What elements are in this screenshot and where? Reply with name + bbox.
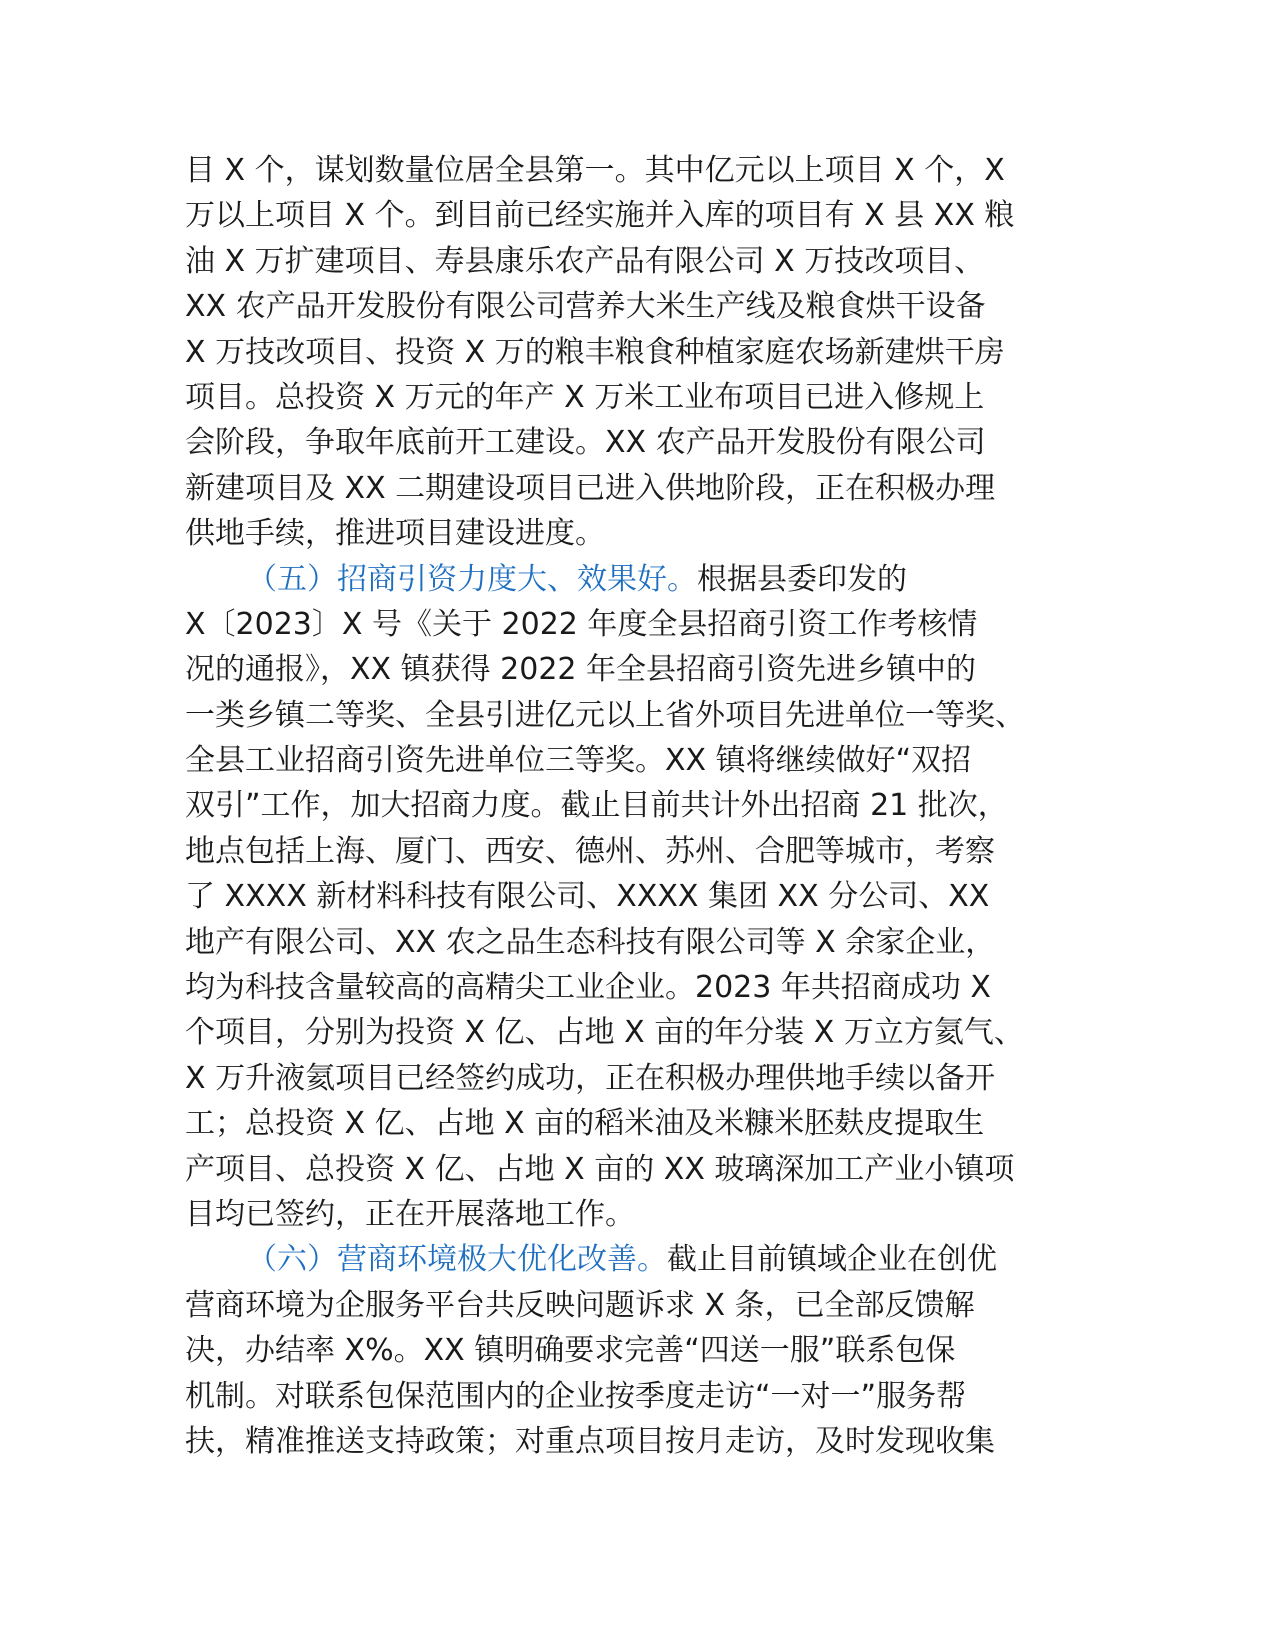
section-6-line: 扶，精准推送支持政策；对重点项目按月走访，及时发现收集: [185, 1423, 995, 1459]
section-5-line: 了 XXXX 新材料科技有限公司、XXXX 集团 XX 分公司、XX: [185, 879, 990, 915]
section-5-line: 地点包括上海、厦门、西安、德州、苏州、合肥等城市，考察: [185, 833, 995, 869]
section-5-first-line: [185, 557, 1115, 602]
section-5-line: 均为科技含量较高的高精尖工业企业。2023 年共招商成功 X: [185, 970, 991, 1006]
section-5-line: 全县工业招商引资先进单位三等奖。XX 镇将继续做好“双招: [185, 743, 972, 779]
paragraph-line: XX 农产品开发股份有限公司营养大米生产线及粮食烘干设备: [185, 289, 986, 325]
paragraph-line: 新建项目及 XX 二期建设项目已进入供地阶段，正在积极办理: [185, 470, 996, 506]
paragraph-line: 会阶段，争取年底前开工建设。XX 农产品开发股份有限公司: [185, 425, 986, 461]
paragraph-line: 项目。总投资 X 万元的年产 X 万米工业布项目已进入修规上: [185, 379, 985, 415]
section-6-first-line: [185, 1237, 1115, 1282]
section-5-line: X 万升液氦项目已经签约成功，正在积极办理供地手续以备开: [185, 1060, 996, 1096]
section-5-first-line-text: 根据县委印发的: [697, 561, 907, 597]
section-6-line: 营商环境为企服务平台共反映问题诉求 X 条，已全部反馈解: [185, 1287, 975, 1323]
section-5-line: 况的通报》，XX 镇获得 2022 年全县招商引资先进乡镇中的: [185, 652, 977, 688]
document-body: [185, 148, 1115, 1464]
paragraph-line: 目 X 个，谋划数量位居全县第一。其中亿元以上项目 X 个，X: [185, 153, 1005, 188]
section-6-line: 机制。对联系包保范围内的企业按季度走访“一对一”服务帮: [185, 1378, 967, 1414]
section-5-line: 一类乡镇二等奖、全县引进亿元以上省外项目先进单位一等奖、: [185, 697, 1025, 733]
section-5-line: 目均已签约，正在开展落地工作。: [185, 1196, 635, 1232]
section-5-line: 个项目，分别为投资 X 亿、占地 X 亩的年分装 X 万立方氦气、: [185, 1015, 1024, 1051]
paragraph-line: 万以上项目 X 个。到目前已经实施并入库的项目有 X 县 XX 粮: [185, 198, 1015, 234]
section-5-line: X〔2023〕X 号《关于 2022 年度全县招商引资工作考核情: [185, 606, 978, 642]
section-6-first-line-text: 截止目前镇域企业在创优: [667, 1242, 997, 1278]
paragraph-line: X 万技改项目、投资 X 万的粮丰粮食种植家庭农场新建烘干房: [185, 334, 1005, 370]
section-6-heading: （六）营商环境极大优化改善。: [247, 1242, 667, 1278]
section-5-line: 工；总投资 X 亿、占地 X 亩的稻米油及米糠米胚麸皮提取生: [185, 1106, 985, 1142]
paragraph-line: 供地手续，推进项目建设进度。: [185, 516, 605, 552]
section-5-heading: （五）招商引资力度大、效果好。: [247, 561, 697, 597]
section-5-line: 产项目、总投资 X 亿、占地 X 亩的 XX 玻璃深加工产业小镇项: [185, 1151, 1015, 1187]
section-6-line: 决，办结率 X%。XX 镇明确要求完善“四送一服”联系包保: [185, 1333, 956, 1369]
section-5-line: 地产有限公司、XX 农之品生态科技有限公司等 X 余家企业，: [185, 924, 996, 960]
section-5-line: 双引”工作，加大招商力度。截止目前共计外出招商 21 批次，: [185, 788, 1008, 824]
paragraph-line: 油 X 万扩建项目、寿县康乐农产品有限公司 X 万技改项目、: [185, 243, 985, 279]
